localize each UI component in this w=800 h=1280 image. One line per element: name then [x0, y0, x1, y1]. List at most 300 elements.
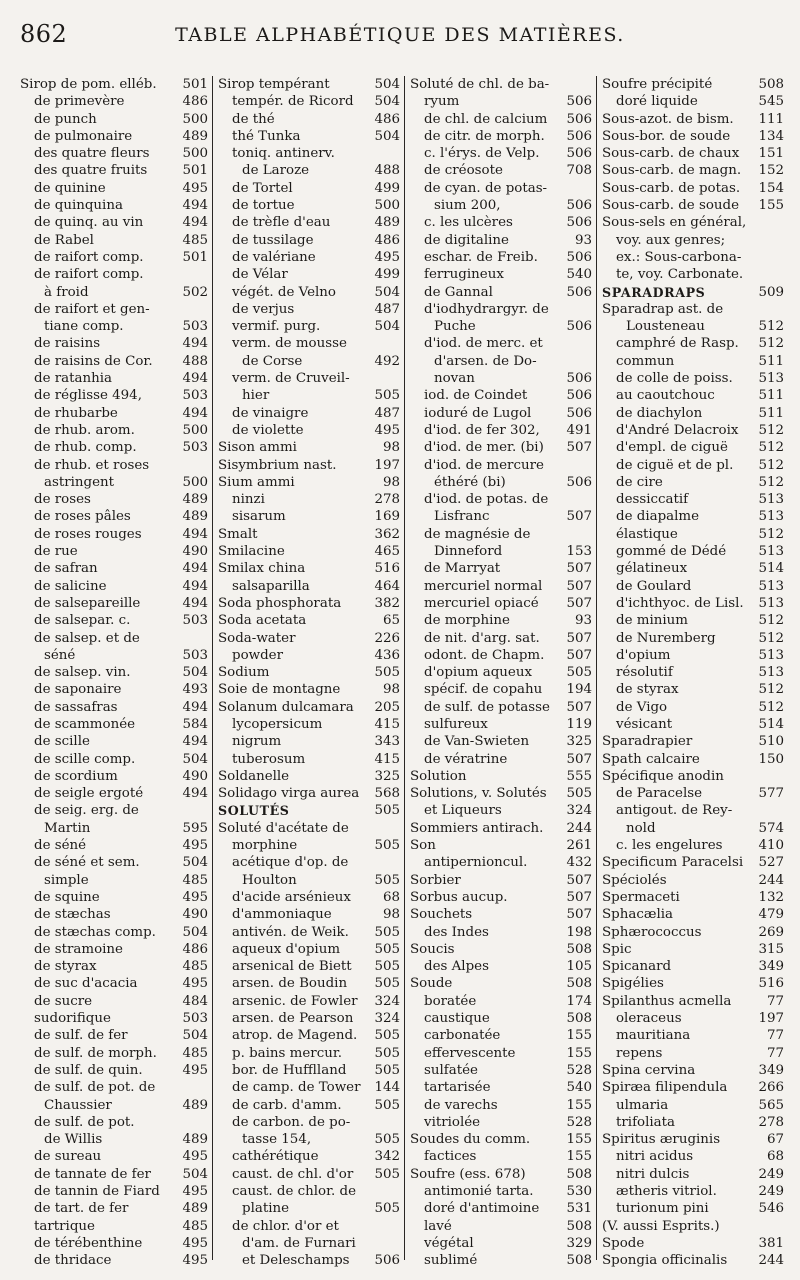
entry-page: 568 [374, 786, 400, 802]
entry-term: des quatre fleurs [34, 146, 150, 162]
entry-page [204, 457, 208, 474]
index-entry [20, 612, 208, 629]
entry-page [204, 1079, 208, 1096]
entry-term: SPARADRAPS [602, 284, 706, 300]
entry-page [396, 1218, 400, 1235]
entry-term: de sulf. de pot. [34, 1114, 135, 1130]
index-entry [218, 457, 400, 474]
index-entry [20, 941, 208, 958]
entry-term: camphré de Rasp. [616, 336, 739, 352]
entry-page: 507 [566, 889, 592, 905]
entry-page: 244 [758, 1253, 784, 1269]
index-entry [20, 543, 208, 560]
entry-page: 508 [566, 1011, 592, 1027]
index-entry [602, 162, 784, 179]
entry-term: Specificum Paracelsi [602, 855, 744, 871]
entry-page [780, 802, 784, 819]
index-entry [410, 1027, 592, 1044]
index-entry [602, 1252, 784, 1269]
index-entry [602, 837, 784, 854]
entry-term: voy. aux genres; [616, 232, 726, 248]
index-entry [20, 924, 208, 941]
index-entry [602, 716, 784, 733]
index-entry [410, 1235, 592, 1252]
entry-page [780, 768, 784, 785]
entry-term: de colle de poiss. [616, 371, 733, 387]
index-entry [218, 733, 400, 750]
entry-page: 485 [182, 1045, 208, 1061]
entry-page: 494 [182, 578, 208, 594]
index-entry [410, 1252, 592, 1269]
index-entry [20, 716, 208, 733]
index-entry [218, 1114, 400, 1131]
entry-term: de réglisse 494, [34, 388, 142, 404]
entry-term: nigrum [232, 734, 282, 750]
entry-term: d'iod. de merc. et [424, 336, 543, 352]
entry-page: 513 [758, 544, 784, 560]
index-entry [410, 578, 592, 595]
entry-term: de diapalme [616, 509, 700, 525]
entry-page: 505 [374, 924, 400, 940]
entry-page: 154 [758, 180, 784, 196]
index-entry [602, 405, 784, 422]
entry-page: 505 [374, 388, 400, 404]
entry-page: 197 [374, 457, 400, 473]
entry-term: des Alpes [424, 959, 489, 975]
entry-term: de punch [34, 111, 97, 127]
index-entry [218, 318, 400, 335]
entry-term: de salicine [34, 578, 107, 594]
entry-term: arsenical de Biett [232, 959, 352, 975]
index-entry [410, 716, 592, 733]
entry-term: Sous-azot. de bism. [602, 111, 734, 127]
entry-page: 513 [758, 665, 784, 681]
entry-term: de salsepar. c. [34, 613, 131, 629]
entry-term: Sparadrap ast. de [602, 301, 724, 317]
entry-term: simple [44, 872, 89, 888]
index-entry [218, 76, 400, 93]
entry-page: 494 [182, 198, 208, 214]
entry-page: 436 [374, 647, 400, 663]
index-entry [602, 284, 784, 301]
index-entry [410, 318, 592, 335]
index-entry [602, 1045, 784, 1062]
index-entry [410, 111, 592, 128]
index-entry [410, 249, 592, 266]
index-entry [410, 162, 592, 179]
entry-term: astringent [44, 474, 115, 490]
index-entry [218, 370, 400, 387]
index-entry [218, 387, 400, 404]
entry-page: 492 [374, 353, 400, 369]
index-entry [410, 1131, 592, 1148]
entry-page: 503 [182, 319, 208, 335]
entry-term: de chlor. d'or et [232, 1218, 339, 1234]
index-entry [410, 370, 592, 387]
entry-page: 506 [566, 111, 592, 127]
entry-page [780, 1218, 784, 1235]
entry-term: Sous-carb. de magn. [602, 163, 742, 179]
entry-term: ulmaria [616, 1097, 669, 1113]
index-entry [218, 422, 400, 439]
entry-page: 508 [566, 1253, 592, 1269]
entry-page: 487 [374, 301, 400, 317]
entry-page: 504 [182, 924, 208, 940]
entry-term: de Goulard [616, 578, 692, 594]
entry-page [204, 630, 208, 647]
index-entry [218, 837, 400, 854]
entry-term: Sous-bor. de soude [602, 128, 731, 144]
entry-page: 513 [758, 595, 784, 611]
index-column-4 [596, 76, 788, 1269]
entry-term: de ciguë et de pl. [616, 457, 734, 473]
entry-page: 540 [566, 267, 592, 283]
index-entry [602, 560, 784, 577]
index-entry [218, 1097, 400, 1114]
page-number: 862 [20, 20, 68, 48]
entry-term: de stæchas [34, 907, 111, 923]
entry-term: de térébenthine [34, 1235, 143, 1251]
entry-page: 98 [382, 474, 400, 490]
entry-page: 494 [182, 526, 208, 542]
entry-term: c. l'érys. de Velp. [424, 146, 540, 162]
entry-term: sublimé [424, 1253, 478, 1269]
index-entry [20, 802, 208, 819]
entry-page: 506 [566, 319, 592, 335]
index-entry [602, 387, 784, 404]
entry-page: 415 [374, 716, 400, 732]
entry-page [588, 353, 592, 370]
entry-term: Sium ammi [218, 474, 295, 490]
entry-page: 486 [374, 232, 400, 248]
entry-term: nitri dulcis [616, 1166, 690, 1182]
entry-term: d'am. de Furnari [242, 1235, 356, 1251]
entry-term: antigout. de Rey- [616, 803, 733, 819]
index-entry [602, 924, 784, 941]
entry-term: cathérétique [232, 1149, 319, 1165]
entry-term: mercuriel opiacé [424, 595, 539, 611]
entry-page [396, 370, 400, 387]
entry-term: Souchets [410, 907, 473, 923]
entry-page: 514 [758, 716, 784, 732]
index-entry [218, 958, 400, 975]
entry-term: d'ammoniaque [232, 907, 332, 923]
entry-term: sulfureux [424, 716, 488, 732]
index-entry [20, 249, 208, 266]
entry-page: 134 [758, 128, 784, 144]
entry-page: 155 [566, 1149, 592, 1165]
entry-page: 503 [182, 1011, 208, 1027]
index-entry [20, 1235, 208, 1252]
entry-term: platine [242, 1201, 290, 1217]
entry-page: 269 [758, 924, 784, 940]
entry-page: 77 [766, 1028, 784, 1044]
index-entry [410, 820, 592, 837]
index-entry [410, 595, 592, 612]
index-entry [218, 111, 400, 128]
entry-term: de Paracelse [616, 786, 703, 802]
running-title: TABLE ALPHABÉTIQUE DES MATIÈRES. [175, 24, 625, 46]
index-entry [410, 958, 592, 975]
entry-term: caust. de chl. d'or [232, 1166, 354, 1182]
entry-term: acétique d'op. de [232, 855, 349, 871]
index-entry [602, 1097, 784, 1114]
entry-page: 504 [182, 855, 208, 871]
entry-term: de quinq. au vin [34, 215, 144, 231]
entry-term: tuberosum [232, 751, 306, 767]
entry-page: 495 [182, 1062, 208, 1078]
index-entry [602, 214, 784, 231]
index-entry [218, 906, 400, 923]
index-entry [218, 1183, 400, 1200]
entry-term: Smalt [218, 526, 258, 542]
entry-page: 507 [566, 578, 592, 594]
entry-term: de sulf. de pot. de [34, 1080, 156, 1096]
index-entry [602, 1131, 784, 1148]
entry-term: arsenic. de Fowler [232, 993, 358, 1009]
entry-page: 506 [566, 474, 592, 490]
index-entry [20, 1027, 208, 1044]
entry-page [588, 335, 592, 352]
index-entry [218, 664, 400, 681]
entry-term: de sulf. de potasse [424, 699, 550, 715]
entry-term: lavé [424, 1218, 452, 1234]
entry-term: au caoutchouc [616, 388, 715, 404]
entry-term: Sodium [218, 665, 270, 681]
index-entry [20, 699, 208, 716]
entry-page: 505 [374, 941, 400, 957]
entry-page: 432 [566, 855, 592, 871]
entry-term: d'arsen. de Do- [434, 353, 537, 369]
entry-term: ex.: Sous-carbona- [616, 249, 742, 265]
entry-page: 516 [758, 976, 784, 992]
entry-page: 555 [566, 768, 592, 784]
entry-page: 505 [566, 665, 592, 681]
entry-term: éthéré (bi) [434, 474, 506, 490]
index-entry [20, 422, 208, 439]
entry-page: 488 [182, 353, 208, 369]
entry-page: 504 [374, 284, 400, 300]
entry-term: Spath calcaire [602, 751, 700, 767]
entry-term: nold [626, 820, 656, 836]
entry-page: 494 [182, 371, 208, 387]
entry-term: oleraceus [616, 1011, 682, 1027]
entry-page: 504 [374, 77, 400, 92]
index-entry [20, 647, 208, 664]
entry-page: 501 [182, 163, 208, 179]
entry-page [396, 1183, 400, 1200]
entry-page: 530 [566, 1184, 592, 1199]
entry-page: 324 [374, 993, 400, 1009]
entry-page: 494 [182, 336, 208, 352]
entry-page: 505 [374, 665, 400, 681]
entry-term: effervescente [424, 1045, 516, 1061]
entry-page [396, 820, 400, 837]
entry-page: 565 [758, 1097, 784, 1113]
entry-term: Spéciolés [602, 872, 667, 888]
entry-page: 342 [374, 1149, 400, 1165]
index-entry [602, 854, 784, 871]
entry-page: 349 [758, 959, 784, 975]
index-entry [602, 1010, 784, 1027]
entry-page: 249 [758, 1166, 784, 1182]
index-entry [218, 924, 400, 941]
entry-page: 494 [182, 405, 208, 421]
entry-page: 155 [566, 1097, 592, 1113]
entry-term: de sulf. de morph. [34, 1045, 157, 1061]
entry-term: Soie de montagne [218, 682, 341, 698]
entry-term: Soufre précipité [602, 77, 713, 92]
index-entry [218, 1148, 400, 1165]
entry-term: te, voy. Carbonate. [616, 267, 744, 283]
entry-term: Soluté d'acétate de [218, 820, 349, 836]
entry-page: 499 [374, 180, 400, 196]
index-entry [602, 1166, 784, 1183]
entry-page: 508 [566, 941, 592, 957]
index-entry [20, 681, 208, 698]
entry-term: de tussilage [232, 232, 314, 248]
entry-page: 486 [182, 941, 208, 957]
entry-term: de cyan. de potas- [424, 180, 548, 196]
entry-term: ninzi [232, 492, 265, 508]
entry-page [588, 76, 592, 93]
entry-page: 382 [374, 595, 400, 611]
entry-page: 325 [566, 734, 592, 750]
entry-term: de Corse [242, 353, 303, 369]
index-entry [218, 1131, 400, 1148]
entry-term: Spina cervina [602, 1062, 696, 1078]
entry-page: 504 [374, 319, 400, 335]
index-entry [218, 249, 400, 266]
index-entry [218, 751, 400, 768]
index-entry [410, 1218, 592, 1235]
entry-page: 495 [182, 1253, 208, 1269]
index-entry [20, 387, 208, 404]
entry-page: 151 [758, 146, 784, 162]
index-entry [602, 1027, 784, 1044]
entry-term: de carbon. de po- [232, 1114, 351, 1130]
index-entry [602, 1079, 784, 1096]
index-entry [602, 422, 784, 439]
index-entry [20, 457, 208, 474]
entry-page: 486 [374, 111, 400, 127]
index-entry [218, 214, 400, 231]
entry-page: 512 [758, 440, 784, 456]
index-entry [20, 872, 208, 889]
entry-page: 485 [182, 872, 208, 888]
entry-page: 155 [566, 1132, 592, 1148]
entry-term: de quinquina [34, 198, 123, 214]
index-entry [410, 612, 592, 629]
entry-term: tempér. de Ricord [232, 94, 354, 110]
entry-term: séné [44, 647, 76, 663]
entry-term: d'iod. de fer 302, [424, 422, 540, 438]
entry-term: de scammonée [34, 716, 136, 732]
entry-page: 486 [182, 94, 208, 110]
index-entry [20, 491, 208, 508]
index-entry [602, 630, 784, 647]
index-entry [602, 578, 784, 595]
entry-term: de rue [34, 544, 78, 560]
entry-page: 488 [374, 163, 400, 179]
index-entry [20, 630, 208, 647]
entry-page: 500 [182, 111, 208, 127]
entry-term: Sisymbrium nast. [218, 457, 337, 473]
entry-page: 574 [758, 820, 784, 836]
entry-page: 266 [758, 1080, 784, 1096]
entry-term: de sassafras [34, 699, 118, 715]
index-entry [602, 906, 784, 923]
entry-page: 153 [566, 544, 592, 560]
index-entry [218, 197, 400, 214]
entry-term: de styrax [616, 682, 679, 698]
entry-page: 505 [374, 872, 400, 888]
entry-term: de tart. de fer [34, 1201, 129, 1217]
entry-term: de rhub. comp. [34, 440, 137, 456]
entry-page: 410 [758, 838, 784, 854]
index-entry [20, 993, 208, 1010]
entry-page: 495 [182, 1184, 208, 1199]
entry-page: 513 [758, 509, 784, 525]
entry-term: de rhub. et roses [34, 457, 150, 473]
entry-page: 528 [566, 1062, 592, 1078]
index-entry [602, 1218, 784, 1235]
index-entry [20, 1148, 208, 1165]
index-entry [218, 93, 400, 110]
entry-term: tartrique [34, 1218, 95, 1234]
entry-page: 546 [758, 1201, 784, 1217]
index-entry [20, 301, 208, 318]
entry-term: de valériane [232, 249, 316, 265]
entry-page: 512 [758, 682, 784, 698]
entry-term: d'opium [616, 647, 671, 663]
index-entry [20, 595, 208, 612]
entry-term: thé Tunka [232, 128, 301, 144]
entry-term: Sorbus aucup. [410, 889, 508, 905]
entry-page: 506 [566, 371, 592, 387]
entry-term: de créosote [424, 163, 503, 179]
entry-term: odont. de Chapm. [424, 647, 545, 663]
entry-term: de sucre [34, 993, 93, 1009]
index-entry [218, 1200, 400, 1217]
index-entry [410, 232, 592, 249]
entry-term: de Willis [44, 1132, 103, 1148]
entry-term: à froid [44, 284, 89, 300]
index-entry [410, 353, 592, 370]
entry-page: 495 [374, 422, 400, 438]
entry-term: Spilanthus acmella [602, 993, 732, 1009]
entry-page [396, 1114, 400, 1131]
entry-term: de salsepareille [34, 595, 141, 611]
entry-term: Sous-sels en général, [602, 215, 747, 231]
entry-term: de thridace [34, 1253, 112, 1269]
entry-term: Soufre (ess. 678) [410, 1166, 526, 1182]
index-entry [602, 1183, 784, 1200]
entry-term: Soda phosphorata [218, 595, 342, 611]
entry-page: 507 [566, 751, 592, 767]
entry-page: 155 [566, 1028, 592, 1044]
entry-page: 495 [182, 180, 208, 196]
entry-page: 513 [758, 647, 784, 663]
entry-term: boratée [424, 993, 477, 1009]
entry-page: 132 [758, 889, 784, 905]
entry-page: 490 [182, 768, 208, 784]
entry-page: 502 [182, 284, 208, 300]
index-entry [20, 837, 208, 854]
entry-term: Sirop de pom. elléb. [20, 77, 157, 92]
entry-term: de thé [232, 111, 275, 127]
entry-term: de rhub. arom. [34, 422, 135, 438]
